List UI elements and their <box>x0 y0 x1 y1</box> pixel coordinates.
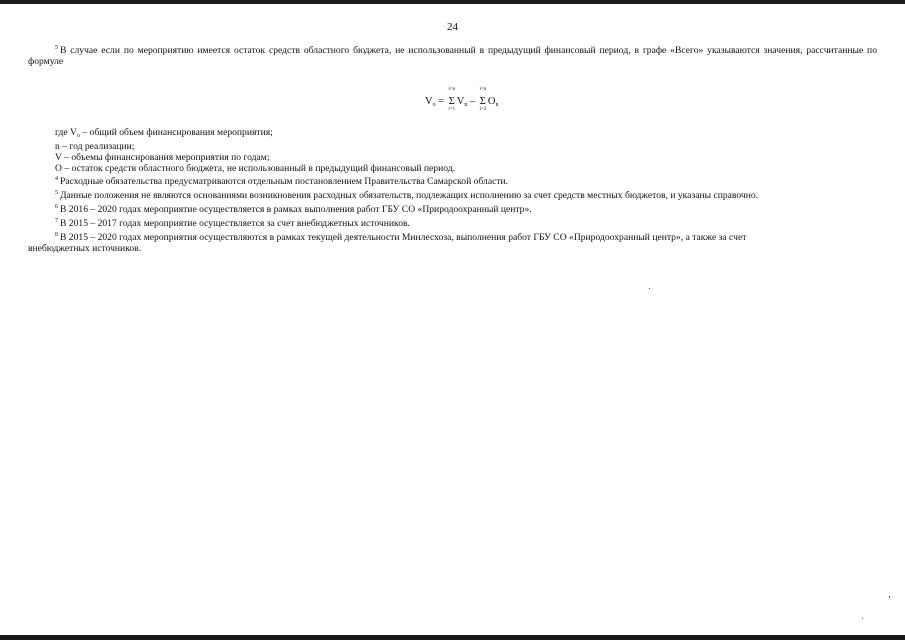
footnote-7 <box>28 216 877 230</box>
term-one: V <box>456 96 465 108</box>
sum-two-symbol: Σ <box>479 96 486 108</box>
definition-v-text: – объемы финансирования мероприятия по годам; <box>61 151 270 163</box>
footnote-5 <box>28 188 877 202</box>
definition-n-symbol: n <box>55 140 60 152</box>
footnote-4-text: Расходные обязательства предусматриваются отдельным постановлением Правительства Самарской области. <box>60 176 509 188</box>
footnote-7-marker: 7 <box>55 218 58 225</box>
definition-o <box>55 164 877 175</box>
footnote-8-continuation: внебюджетных источников. <box>28 242 142 254</box>
formula-lhs: V <box>425 96 433 108</box>
definition-vo-sub: o <box>76 133 80 140</box>
definition-vo <box>55 128 877 142</box>
footnote-8 <box>28 230 877 255</box>
definition-n-text: – год реализации; <box>59 140 135 152</box>
page-number: 24 <box>447 21 458 33</box>
formula-minus: – <box>469 96 476 108</box>
intro-paragraph <box>28 43 877 67</box>
intro-text: В случае если по мероприятию имеется остаток средств областного бюджета, не использованный в предыдущий финансовый период, в графе «Всего» указываются значения, рассчитанные по формуле <box>28 45 877 67</box>
definition-o-text: – остаток средств областного бюджета, не использованный в предыдущий финансовый период. <box>61 162 456 174</box>
definition-vo-symbol: где V <box>55 127 77 139</box>
formula-expression <box>425 87 499 113</box>
bottom-scan-border <box>0 635 905 640</box>
formula <box>28 67 877 125</box>
footnote-8-text: В 2015 – 2020 годах мероприятия осуществляются в рамках текущей деятельности Минлесхоза, выполнения работ ГБУ СО «Природоохранный центр», а также за счет <box>60 232 747 243</box>
scan-speck <box>649 288 650 289</box>
term-one-sub: n <box>464 102 468 109</box>
intro-footnote-marker: 5 <box>55 45 58 51</box>
footnote-6 <box>28 202 877 216</box>
sum-one-upper-limit: i=n <box>448 87 456 93</box>
footnote-4-marker: 4 <box>55 176 58 183</box>
definition-o-symbol: O <box>55 162 62 174</box>
scan-speck <box>889 596 890 598</box>
sum-two-lower-limit: i=2 <box>479 107 487 113</box>
term-two: O <box>487 96 496 108</box>
sum-two <box>478 87 488 113</box>
top-scan-border <box>0 0 905 4</box>
footnote-5-text: Данные положения не являются основаниями возникновения расходных обязательств, подлежащих исполнению за счет средств местных бюджетов, и указаны справочно. <box>60 190 759 202</box>
sum-one-symbol: Σ <box>448 96 455 108</box>
footnote-6-text: В 2016 – 2020 годах мероприятие осуществляется в рамках выполнения работ ГБУ СО «Природоохранный центр». <box>60 204 532 216</box>
definition-v-symbol: V <box>55 151 62 163</box>
variable-definitions <box>28 128 877 174</box>
footnote-8-marker: 8 <box>55 232 58 238</box>
formula-equals: = <box>438 96 445 108</box>
formula-lhs-sub: o <box>432 102 436 109</box>
term-two-sub: n <box>495 102 499 109</box>
definition-vo-text: – общий объем финансирования мероприятия; <box>79 127 273 139</box>
document-body <box>28 43 877 255</box>
sum-one-lower-limit: i=1 <box>448 107 456 113</box>
footnote-4 <box>28 174 877 188</box>
scan-speck <box>862 618 863 619</box>
footnote-5-marker: 5 <box>55 190 58 197</box>
sum-two-upper-limit: i=n <box>479 87 487 93</box>
sum-one <box>447 87 457 113</box>
footnote-6-marker: 6 <box>55 204 58 211</box>
footnote-7-text: В 2015 – 2017 годах мероприятие осуществляется за счет внебюджетных источников. <box>60 218 410 230</box>
